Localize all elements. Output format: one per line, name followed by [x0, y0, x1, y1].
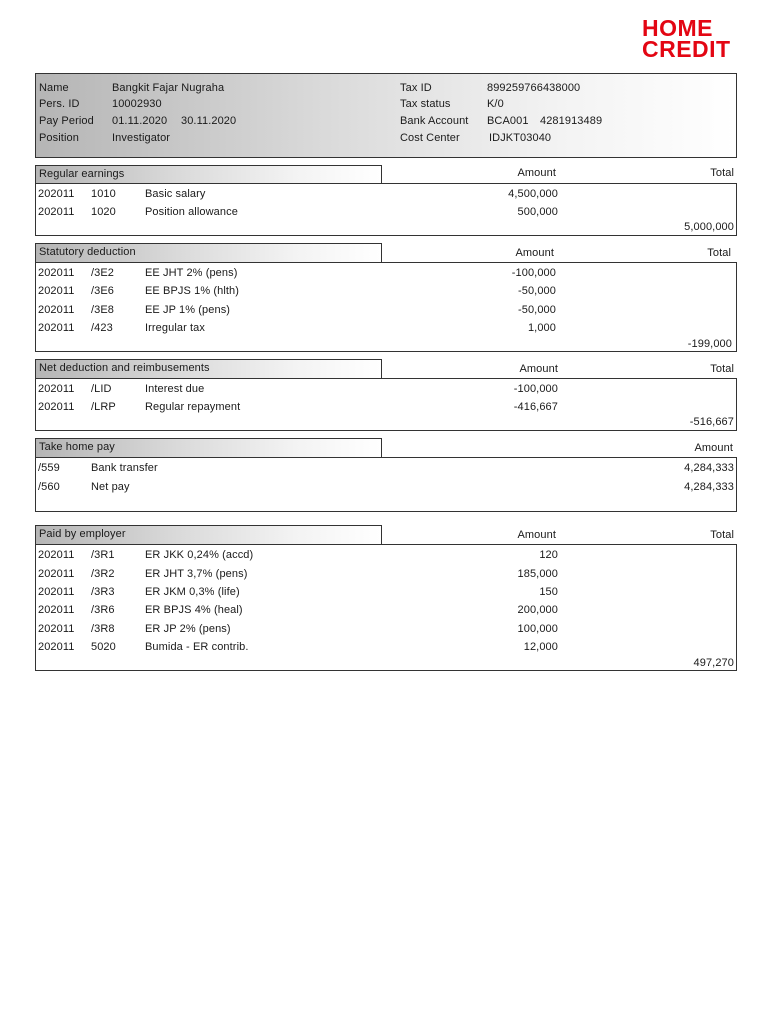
name-label: Name [39, 82, 69, 94]
employee-name: Bangkit Fajar Nugraha [112, 82, 225, 94]
row-code: /559 [38, 462, 60, 474]
row-period: 202011 [38, 206, 75, 218]
row-amount: -50,000 [517, 285, 556, 297]
taxid-label: Tax ID [400, 82, 432, 94]
employee-taxid: 899259766438000 [487, 82, 581, 94]
regular-amount-header: Amount [517, 167, 556, 179]
statutory-amount-header: Amount [515, 247, 554, 259]
employee-taxstatus: K/0 [487, 98, 504, 110]
row-amount: -100,000 [513, 383, 558, 395]
row-description: ER JKM 0,3% (life) [145, 586, 240, 598]
period-label: Pay Period [39, 115, 94, 127]
row-amount: 4,284,333 [684, 481, 734, 493]
row-description: EE JHT 2% (pens) [145, 267, 238, 279]
row-amount: 4,500,000 [508, 188, 558, 200]
row-amount: 4,284,333 [684, 462, 734, 474]
bank-label: Bank Account [400, 115, 469, 127]
row-period: 202011 [38, 383, 75, 395]
row-code: /LRP [91, 401, 116, 413]
row-code: /3E2 [91, 267, 115, 279]
row-code: /3R8 [91, 623, 115, 635]
row-amount: -50,000 [517, 304, 556, 316]
row-description: ER JKK 0,24% (accd) [145, 549, 254, 561]
row-description: Position allowance [145, 206, 238, 218]
employee-cost-center: IDJKT03040 [489, 132, 552, 144]
row-code: /3E8 [91, 304, 115, 316]
row-period: 202011 [38, 267, 75, 279]
netdeduction-table [35, 378, 737, 431]
statutory-section-title: Statutory deduction [35, 243, 382, 262]
statutory-total-header: Total [707, 247, 731, 259]
row-amount: 120 [539, 549, 558, 561]
row-code: /3R3 [91, 586, 115, 598]
row-period: 202011 [38, 568, 75, 580]
row-period: 202011 [38, 188, 75, 200]
row-description: Basic salary [145, 188, 206, 200]
row-code: /LID [91, 383, 112, 395]
row-amount: -100,000 [511, 267, 556, 279]
logo-line-home: HOME [642, 15, 713, 41]
position-label: Position [39, 132, 79, 144]
row-period: 202011 [38, 285, 75, 297]
home-credit-logo [642, 15, 738, 62]
regular-total-header: Total [710, 167, 734, 179]
row-period: 202011 [38, 401, 75, 413]
taxstatus-label: Tax status [400, 98, 451, 110]
persid-label: Pers. ID [39, 98, 80, 110]
row-amount: 1,000 [527, 322, 556, 334]
row-description: ER BPJS 4% (heal) [145, 604, 243, 616]
employee-position: Investigator [112, 132, 171, 144]
row-description: EE BPJS 1% (hlth) [145, 285, 240, 297]
row-description: Net pay [91, 481, 130, 493]
netdeduction-total-header: Total [710, 363, 734, 375]
netdeduction-section-title: Net deduction and reimbusements [35, 359, 382, 378]
row-description: Regular repayment [145, 401, 241, 413]
row-period: 202011 [38, 604, 75, 616]
employer-section-title: Paid by employer [35, 525, 382, 544]
employer-total-header: Total [710, 529, 734, 541]
regular-table [35, 183, 737, 236]
logo-line-credit: CREDIT [642, 36, 731, 62]
row-description: Irregular tax [145, 322, 205, 334]
row-amount: 200,000 [517, 604, 558, 616]
row-period: 202011 [38, 549, 75, 561]
period-end: 30.11.2020 [181, 115, 237, 127]
row-code: /3R6 [91, 604, 115, 616]
employer-table [35, 544, 737, 671]
row-description: Bumida - ER contrib. [145, 641, 249, 653]
row-code: /3E6 [91, 285, 115, 297]
row-code: /560 [38, 481, 60, 493]
bank-number: 4281913489 [540, 115, 603, 127]
row-code: /3R2 [91, 568, 115, 580]
row-amount: 500,000 [517, 206, 558, 218]
netdeduction-total: -516,667 [689, 416, 734, 428]
regular-section-title: Regular earnings [35, 165, 382, 184]
row-code: 1010 [91, 188, 116, 200]
row-amount: 185,000 [517, 568, 558, 580]
row-code: /423 [91, 322, 113, 334]
takehome-amount-header: Amount [694, 442, 733, 454]
row-amount: 100,000 [517, 623, 558, 635]
cost-label: Cost Center [400, 132, 460, 144]
takehome-section-title: Take home pay [35, 438, 382, 457]
row-description: Bank transfer [91, 462, 158, 474]
row-description: ER JP 2% (pens) [145, 623, 231, 635]
row-amount: 12,000 [523, 641, 558, 653]
employer-amount-header: Amount [517, 529, 556, 541]
row-code: 1020 [91, 206, 116, 218]
row-period: 202011 [38, 586, 75, 598]
netdeduction-amount-header: Amount [519, 363, 558, 375]
row-period: 202011 [38, 623, 75, 635]
row-period: 202011 [38, 322, 75, 334]
row-description: Interest due [145, 383, 205, 395]
employee-persid: 10002930 [112, 98, 162, 110]
row-amount: 150 [539, 586, 558, 598]
row-code: /3R1 [91, 549, 115, 561]
statutory-total: -199,000 [687, 338, 732, 350]
row-amount: -416,667 [513, 401, 558, 413]
regular-total: 5,000,000 [684, 221, 734, 233]
employer-total: 497,270 [693, 657, 734, 669]
row-description: ER JHT 3,7% (pens) [145, 568, 248, 580]
row-description: EE JP 1% (pens) [145, 304, 231, 316]
bank-code: BCA001 [487, 115, 529, 127]
period-start: 01.11.2020 [112, 115, 168, 127]
row-period: 202011 [38, 304, 75, 316]
row-period: 202011 [38, 641, 75, 653]
row-code: 5020 [91, 641, 116, 653]
